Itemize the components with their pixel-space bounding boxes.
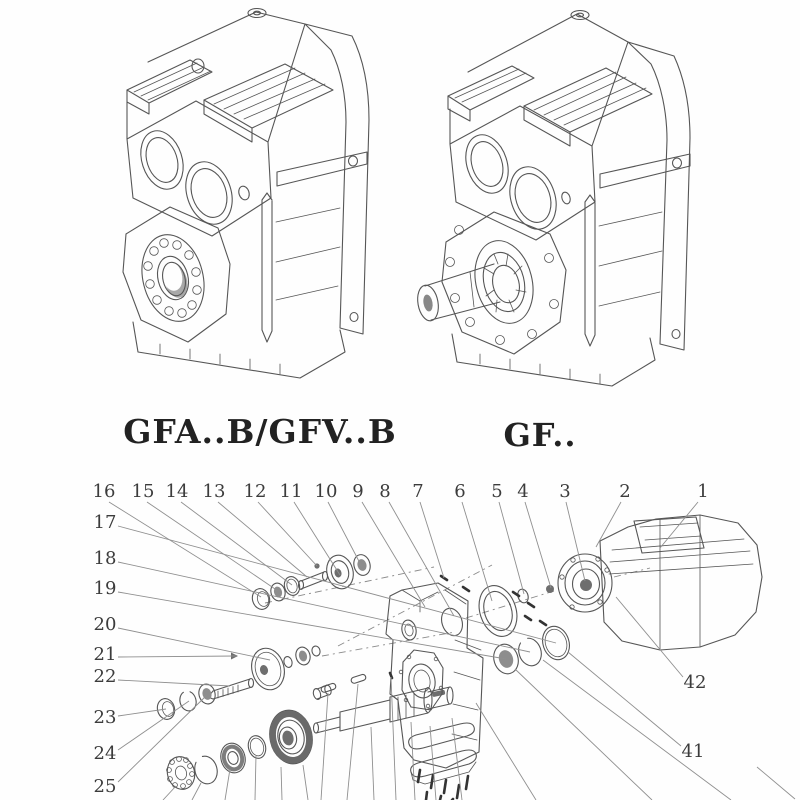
cropped-leader-line-11 (411, 722, 415, 800)
leader-line-22 (118, 680, 230, 686)
leader-line-2 (596, 502, 621, 547)
leader-line-5 (499, 502, 524, 594)
cropped-leader-line-15 (515, 669, 652, 800)
motor-side-rings (473, 581, 574, 677)
leader-line-21 (118, 656, 236, 657)
leader-line-16 (109, 502, 261, 597)
input-bore (134, 125, 191, 194)
mounting-strap (600, 154, 690, 188)
part-number-2: 2 (619, 481, 631, 502)
shaft-key (350, 674, 366, 684)
cropped-leader-line-6 (303, 765, 308, 800)
gearbox-isometric-drawing-left (123, 9, 369, 379)
part-number-12: 12 (243, 481, 267, 502)
leader-line-7 (420, 502, 444, 578)
cropped-leader-line-2 (192, 783, 201, 800)
leader-line-24 (118, 701, 189, 750)
part-number-1: 1 (697, 481, 709, 502)
output-bearing (467, 234, 542, 329)
leader-line-4 (525, 502, 551, 588)
input-shaft-assembly (250, 552, 372, 611)
part-number-15: 15 (131, 481, 155, 502)
part-number-20: 20 (93, 614, 117, 635)
motor-shaft (580, 579, 592, 591)
leader-line-20 (118, 628, 270, 660)
part-number-21: 21 (93, 644, 117, 665)
cropped-leader-line-17 (757, 767, 795, 799)
output-flange (442, 212, 566, 354)
motor-body (600, 515, 762, 650)
leader-line-17 (118, 526, 556, 643)
fin-block (448, 66, 534, 110)
part-number-24: 24 (93, 743, 117, 764)
intermediate-bore (502, 161, 564, 235)
part-number-4: 4 (517, 481, 529, 502)
part-number-19: 19 (93, 578, 117, 599)
leader-line-8 (389, 502, 454, 616)
part-number-18: 18 (93, 548, 117, 569)
leader-line-9 (362, 502, 425, 607)
fin-block (204, 64, 333, 128)
leader-line-14 (181, 502, 292, 585)
leader-line-42 (616, 597, 683, 677)
cropped-leader-line-5 (281, 767, 282, 800)
part-number-8: 8 (379, 481, 391, 502)
leader-line-6 (462, 502, 492, 601)
part-number-42: 42 (683, 672, 707, 693)
part-number-9: 9 (352, 481, 364, 502)
mounting-strap (277, 152, 367, 186)
cropped-leader-line-14 (476, 703, 536, 800)
exploded-parts-diagram (155, 515, 762, 800)
part-number-22: 22 (93, 666, 117, 687)
cropped-leader-line-3 (225, 769, 230, 800)
part-number-5: 5 (491, 481, 503, 502)
cropped-leader-line-8 (347, 684, 358, 800)
part-number-3: 3 (559, 481, 571, 502)
gear-housing (386, 583, 483, 800)
snap-ring (178, 689, 199, 712)
part-number-41: 41 (681, 741, 705, 762)
filler-plug (571, 11, 589, 20)
part-number-17: 17 (93, 512, 117, 533)
filler-plug (248, 9, 266, 18)
gearbox-isometric-drawing-right (415, 11, 690, 387)
part-number-11: 11 (279, 481, 303, 502)
model-label-left: GFA..B/GFV..B (123, 412, 397, 451)
cropped-leader-line-7 (321, 693, 328, 800)
spacer-ring (246, 734, 268, 761)
model-label-right: GF.. (503, 416, 577, 454)
leader-line-12 (258, 502, 317, 566)
input-bore (459, 129, 516, 198)
cropped-leader-line-13 (452, 718, 462, 800)
part-number-6: 6 (454, 481, 466, 502)
intermediate-bore (178, 156, 240, 230)
cover-gasket (409, 723, 475, 749)
part-number-16: 16 (92, 481, 116, 502)
fin-block (524, 68, 652, 132)
housing-motor-bore (438, 606, 466, 639)
cropped-leader-line-1 (163, 786, 176, 800)
part-number-13: 13 (202, 481, 226, 502)
snap-ring (192, 754, 220, 787)
part-number-14: 14 (165, 481, 189, 502)
part-number-7: 7 (412, 481, 424, 502)
callout-layer (93, 481, 709, 797)
leader-line-15 (147, 502, 278, 591)
part-number-10: 10 (314, 481, 338, 502)
cropped-leader-line-9 (371, 727, 374, 800)
motor (558, 515, 762, 650)
cropped-leader-line-4 (255, 755, 256, 800)
shaft-key (320, 683, 336, 693)
fin-block (127, 60, 212, 103)
part-number-23: 23 (93, 707, 117, 728)
bolt-hole (192, 59, 204, 73)
leader-line-41 (568, 652, 681, 746)
housing-input-bore (400, 619, 418, 641)
assembly-bolts (390, 576, 546, 678)
part-number-25: 25 (93, 776, 117, 797)
